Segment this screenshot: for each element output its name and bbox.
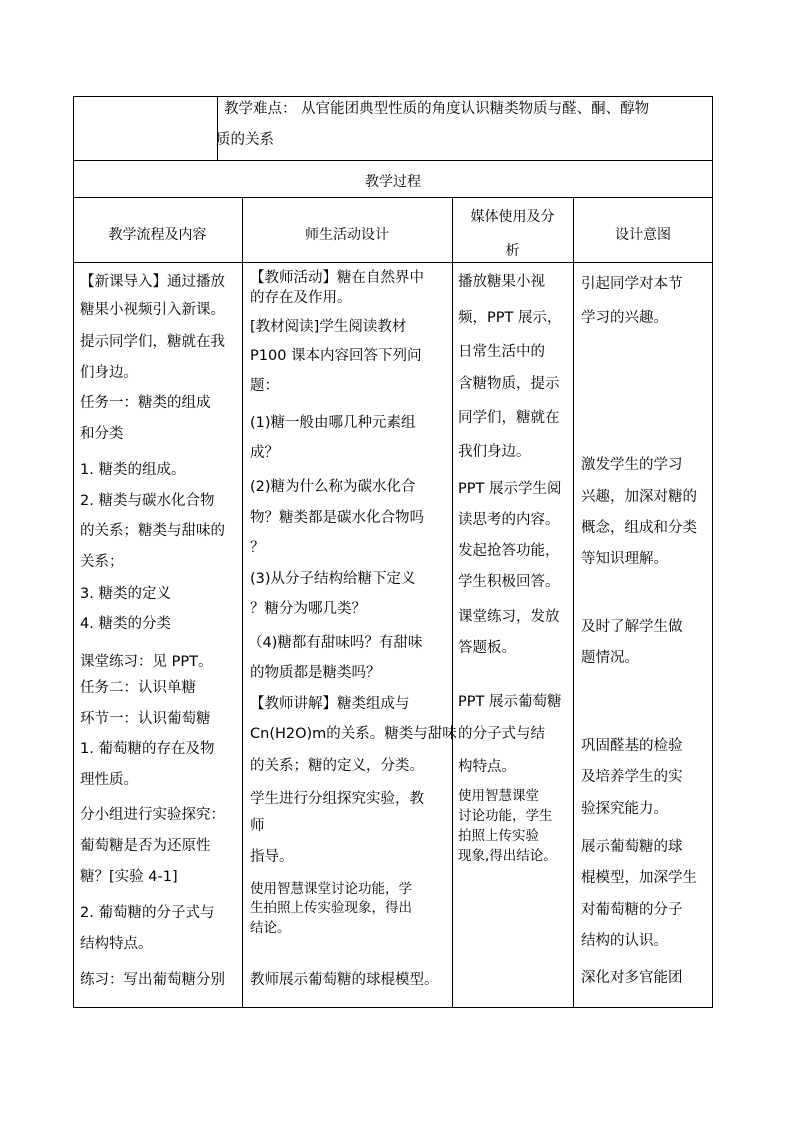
flow-line: 练习：写出葡萄糖分别 (80, 972, 225, 988)
activity-line: P100 课本内容回答下列问 (250, 348, 422, 364)
header-media-1: 媒体使用及分 (470, 209, 555, 225)
activity-line: 的关系；糖的定义，分类。 (250, 758, 424, 774)
activity-line: （4)糖都有甜味吗？有甜味 (248, 635, 423, 651)
intent-line: 等知识理解。 (581, 551, 668, 567)
activity-line: 【教师活动】糖在自然界中 (250, 270, 424, 286)
media-line: PPT 展示葡萄糖 (458, 694, 562, 710)
flow-line: 【新课导入】通过播放 (80, 274, 225, 290)
flow-line: 关系； (80, 554, 124, 570)
media-line: 使用智慧课堂 (458, 788, 539, 804)
media-line: 日常生活中的 (458, 344, 545, 360)
section-title: 教学过程 (365, 174, 421, 190)
activity-line: 结论。 (250, 920, 291, 936)
flow-line: 分小组进行实验探究： (80, 807, 225, 823)
flow-line: 2. 葡萄糖的分子式与 (80, 905, 215, 921)
activity-line: 成？ (250, 445, 279, 461)
flow-line: 1. 葡萄糖的存在及物 (80, 741, 215, 757)
media-line: 现象,得出结论。 (458, 848, 557, 864)
media-line: 同学们，糖就在 (458, 410, 560, 426)
activity-formula-line: Cn(H2O)m的关系。糖类与甜味 (250, 726, 457, 742)
media-line: 的分子式与结 (458, 726, 545, 742)
activity-line: 的存在及作用。 (250, 290, 352, 306)
header-intent: 设计意图 (615, 227, 671, 243)
intent-line: 及时了解学生做 (581, 619, 683, 635)
media-line: 学生积极回答。 (458, 574, 560, 590)
intent-line: 巩固醛基的检验 (581, 738, 683, 754)
media-line: 我们身边。 (458, 444, 531, 460)
activity-line: 学生进行分组探究实验，教 (250, 791, 424, 807)
media-line: 构特点。 (458, 759, 516, 775)
activity-line: 教师展示葡萄糖的球棍模型。 (250, 972, 439, 988)
intent-line: 及培养学生的实 (581, 769, 683, 785)
activity-line: (3)从分子结构给糖下定义 (250, 571, 416, 587)
flow-line: 糖？[实验 4-1] (80, 869, 178, 885)
divider-row2 (73, 197, 713, 198)
intent-line: 棍模型，加深学生 (581, 870, 697, 886)
media-line: 读思考的内容。 (458, 512, 560, 528)
header-media-2: 析 (505, 243, 520, 259)
divider-col1 (242, 197, 243, 1008)
flow-line: 1. 糖类的组成。 (80, 462, 186, 478)
header-flow: 教学流程及内容 (108, 227, 207, 243)
flow-line: 环节一：认识葡萄糖 (80, 711, 211, 727)
intent-line: 验探究能力。 (581, 801, 668, 817)
activity-line: 指导。 (250, 849, 294, 865)
divider-row1 (73, 160, 713, 161)
media-line: PPT 展示学生阅 (458, 481, 562, 497)
intent-line: 兴趣，加深对糖的 (581, 489, 697, 505)
activity-line: 物？糖类都是碳水化合物吗 (250, 510, 424, 526)
difficulty-line1: 教学难点： 从官能团典型性质的角度认识糖类物质与醛、酮、醇物 (224, 101, 650, 117)
intent-line: 引起同学对本节 (581, 276, 683, 292)
activity-line: ？糖分为哪几类？ (250, 601, 366, 617)
media-line: 含糖物质，提示 (458, 376, 560, 392)
intent-line: 激发学生的学习 (581, 457, 683, 473)
intent-line: 展示葡萄糖的球 (581, 839, 683, 855)
flow-line: 和分类 (80, 426, 124, 442)
intent-line: 概念，组成和分类 (581, 520, 697, 536)
flow-line: 们身边。 (80, 365, 138, 381)
activity-line: 题： (250, 378, 279, 394)
intent-line: 题情况。 (581, 650, 639, 666)
activity-line: 使用智慧课堂讨论功能，学 (250, 881, 412, 897)
flow-line: 葡萄糖是否为还原性 (80, 838, 211, 854)
intent-line: 结构的认识。 (581, 933, 668, 949)
media-line: 播放糖果小视 (458, 274, 545, 290)
divider-col2 (452, 197, 453, 1008)
activity-line: 师 (250, 818, 265, 834)
activity-line: [教材阅读]学生阅读教材 (250, 319, 407, 335)
flow-line: 任务一：糖类的组成 (80, 395, 211, 411)
flow-line: 课堂练习：见 PPT。 (80, 654, 213, 670)
flow-line: 结构特点。 (80, 936, 153, 952)
media-line: 答题板。 (458, 640, 516, 656)
media-line: 讨论功能，学生 (458, 808, 553, 824)
flow-line: 任务二：认识单糖 (80, 680, 196, 696)
flow-line: 2. 糖类与碳水化合物 (80, 493, 215, 509)
intent-line: 深化对多官能团 (581, 970, 683, 986)
flow-line: 的关系；糖类与甜味的 (80, 523, 225, 539)
media-line: 课堂练习，发放 (458, 609, 560, 625)
intent-line: 对葡萄糖的分子 (581, 902, 683, 918)
intent-line: 学习的兴趣。 (581, 310, 668, 326)
media-line: 发起抢答功能， (458, 543, 560, 559)
activity-line: (1)糖一般由哪几种元素组 (250, 415, 416, 431)
flow-line: 理性质。 (80, 772, 138, 788)
flow-line: 提示同学们，糖就在我 (80, 334, 225, 350)
activity-line: 的物质都是糖类吗？ (250, 665, 381, 681)
media-line: 拍照上传实验 (458, 828, 539, 844)
media-line: 频，PPT 展示， (458, 310, 562, 326)
difficulty-line2: 质的关系 (216, 132, 274, 148)
activity-line: 生拍照上传实验现象，得出 (250, 900, 412, 916)
activity-line: (2)糖为什么称为碳水化合 (250, 479, 416, 495)
flow-line: 4. 糖类的分类 (80, 616, 171, 632)
flow-line: 3. 糖类的定义 (80, 586, 171, 602)
activity-line: ？ (250, 540, 265, 556)
activity-line: 【教师讲解】糖类组成与 (250, 696, 410, 712)
divider-col3 (573, 197, 574, 1008)
header-activity: 师生活动设计 (305, 227, 389, 243)
flow-line: 糖果小视频引入新课。 (80, 302, 225, 318)
